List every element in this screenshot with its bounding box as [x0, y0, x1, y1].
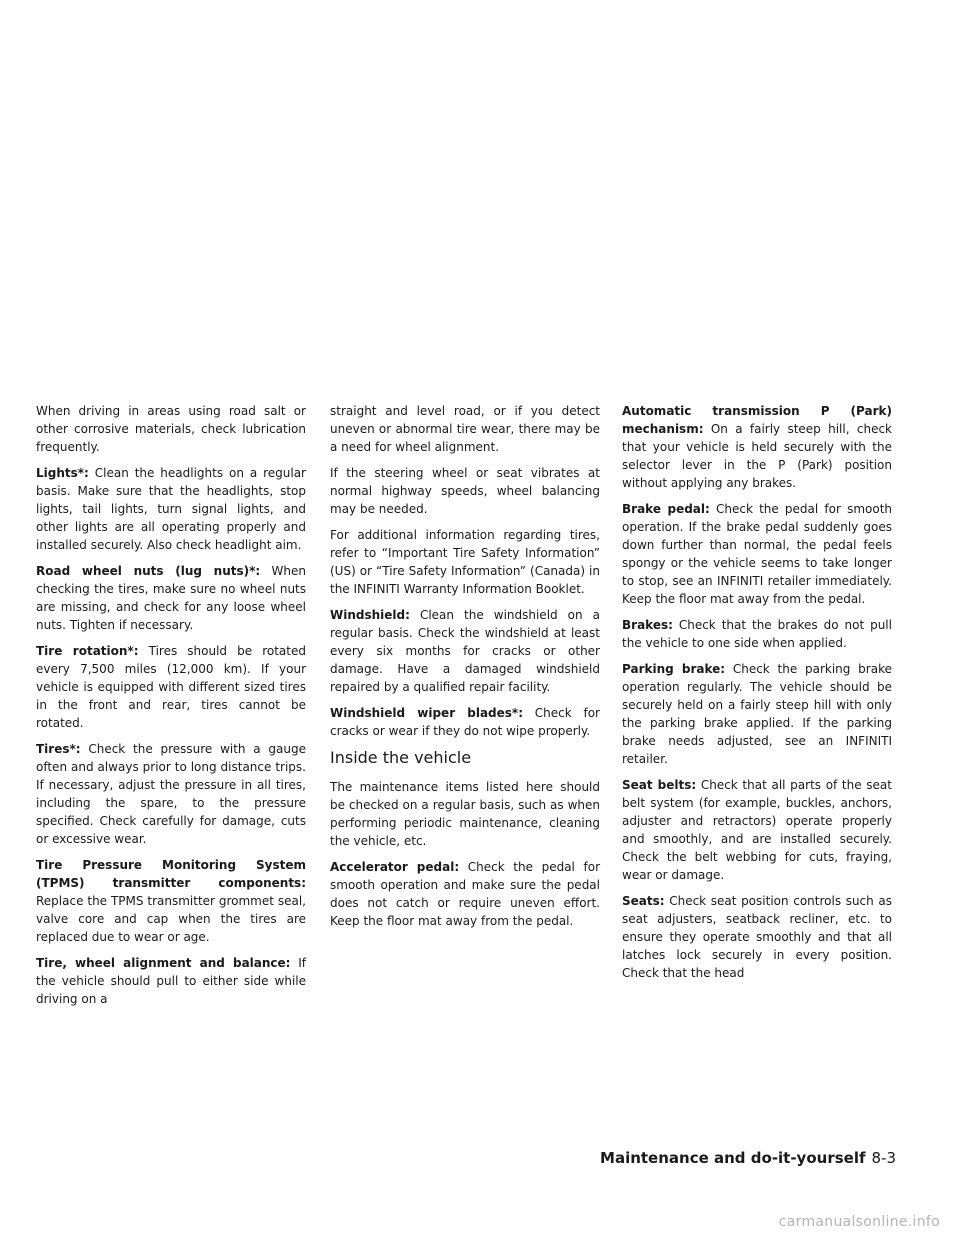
- page-footer: [600, 1148, 896, 1168]
- paragraph-text: Replace the TPMS transmitter grommet seal, valve core and cap when the tires are replaced due to wear or age.: [36, 894, 306, 944]
- paragraph-text: The maintenance items listed here should be checked on a regular basis, such as when performing periodic maintenance, cleaning the vehicle, etc.: [330, 780, 600, 848]
- paragraph-text: Check for cracks or wear if they do not wipe properly.: [330, 706, 600, 738]
- paragraph-text: Check the parking brake operation regularly. The vehicle should be securely held on a fairly steep hill with only the parking brake applied. If the parking brake needs adjusted, see an INFINITI retailer.: [622, 662, 892, 766]
- paragraph: [622, 616, 892, 652]
- paragraph: [36, 856, 306, 946]
- paragraph-text: For additional information regarding tires, refer to “Important Tire Safety Information” (US) or “Tire Safety Information” (Canada) in the INFINITI Warranty Information Booklet.: [330, 528, 600, 596]
- column-2: [330, 402, 600, 938]
- paragraph-label: Windshield:: [330, 608, 410, 622]
- paragraph-text: When checking the tires, make sure no wheel nuts are missing, and check for any loose wheel nuts. Tighten if necessary.: [36, 564, 306, 632]
- paragraph: [36, 954, 306, 1008]
- paragraph-label: Tire rotation*:: [36, 644, 139, 658]
- watermark: carmanualsonline.info: [778, 1214, 940, 1230]
- paragraph: [36, 464, 306, 554]
- paragraph: [330, 402, 600, 456]
- paragraph-label: Road wheel nuts (lug nuts)*:: [36, 564, 261, 578]
- paragraph-text: When driving in areas using road salt or other corrosive materials, check lubrication frequently.: [36, 404, 306, 454]
- paragraph-text: Check that the brakes do not pull the vehicle to one side when applied.: [622, 618, 892, 650]
- paragraph-text: If the vehicle should pull to either side while driving on a: [36, 956, 306, 1006]
- paragraph-text: On a fairly steep hill, check that your vehicle is held securely with the selector lever in the P (Park) position without applying any brakes.: [622, 422, 892, 490]
- paragraph: [36, 402, 306, 456]
- paragraph-label: Tires*:: [36, 742, 81, 756]
- paragraph-text: Clean the windshield on a regular basis. Check the windshield at least every six months for cracks or other damage. Have a damaged windshield repaired by a qualified repair facility.: [330, 608, 600, 694]
- paragraph-text: Check that all parts of the seat belt system (for example, buckles, anchors, adjuster and retractors) operate properly and smoothly, and are installed securely. Check the belt webbing for cuts, fraying, wear or damage.: [622, 778, 892, 882]
- paragraph-label: Automatic transmission P (Park) mechanism:: [622, 404, 892, 436]
- paragraph: [330, 526, 600, 598]
- paragraph-text: straight and level road, or if you detect uneven or abnormal tire wear, there may be a need for wheel alignment.: [330, 404, 600, 454]
- paragraph-text: Check the pedal for smooth operation and make sure the pedal does not catch or require uneven effort. Keep the floor mat away from the pedal.: [330, 860, 600, 928]
- page-number: 8-3: [871, 1149, 896, 1167]
- paragraph: [36, 740, 306, 848]
- paragraph-text: If the steering wheel or seat vibrates at normal highway speeds, wheel balancing may be needed.: [330, 466, 600, 516]
- paragraph: [330, 606, 600, 696]
- paragraph-label: Tire, wheel alignment and balance:: [36, 956, 291, 970]
- paragraph-text: Tires should be rotated every 7,500 miles (12,000 km). If your vehicle is equipped with different sized tires in the front and rear, tires cannot be rotated.: [36, 644, 306, 730]
- paragraph-text: Check the pedal for smooth operation. If the brake pedal suddenly goes down further than normal, the pedal feels spongy or the vehicle seems to take longer to stop, see an INFINITI retailer immediately. Keep the floor mat away from the pedal.: [622, 502, 893, 606]
- paragraph: [622, 402, 892, 492]
- column-3: [622, 402, 892, 990]
- paragraph-label: Parking brake:: [622, 662, 726, 676]
- paragraph: [622, 892, 892, 982]
- paragraph-text: Clean the headlights on a regular basis. Make sure that the headlights, stop lights, tail lights, turn signal lights, and other lights are all operating properly and installed securely. Also check headlight aim.: [36, 466, 306, 552]
- footer-chapter-title: Maintenance and do-it-yourself: [600, 1149, 866, 1167]
- paragraph-label: Windshield wiper blades*:: [330, 706, 523, 720]
- paragraph: [622, 776, 892, 884]
- paragraph-label: Brakes:: [622, 618, 673, 632]
- paragraph: [36, 562, 306, 634]
- paragraph-text: Check the pressure with a gauge often and always prior to long distance trips. If necessary, adjust the pressure in all tires, including the spare, to the pressure specified. Check carefully for damage, cuts or excessive wear.: [36, 742, 306, 846]
- paragraph-label: Tire Pressure Monitoring System (TPMS) transmitter components:: [36, 858, 306, 890]
- paragraph-label: Lights*:: [36, 466, 89, 480]
- paragraph: [330, 464, 600, 518]
- paragraph: [330, 704, 600, 740]
- paragraph: [622, 660, 892, 768]
- paragraph-text: Check seat position controls such as seat adjusters, seatback recliner, etc. to ensure they operate smoothly and that all latches lock securely in every position. Check that the head: [622, 894, 892, 980]
- paragraph: [330, 778, 600, 850]
- paragraph: [36, 642, 306, 732]
- paragraph: [330, 858, 600, 930]
- column-1: [36, 402, 306, 1016]
- column-2-top: [330, 402, 600, 740]
- paragraph-label: Accelerator pedal:: [330, 860, 460, 874]
- paragraph-label: Seats:: [622, 894, 665, 908]
- paragraph: [622, 500, 892, 608]
- section-heading-inside-vehicle: Inside the vehicle: [330, 748, 472, 767]
- paragraph-label: Seat belts:: [622, 778, 697, 792]
- paragraph-label: Brake pedal:: [622, 502, 710, 516]
- column-2-bottom: [330, 778, 600, 930]
